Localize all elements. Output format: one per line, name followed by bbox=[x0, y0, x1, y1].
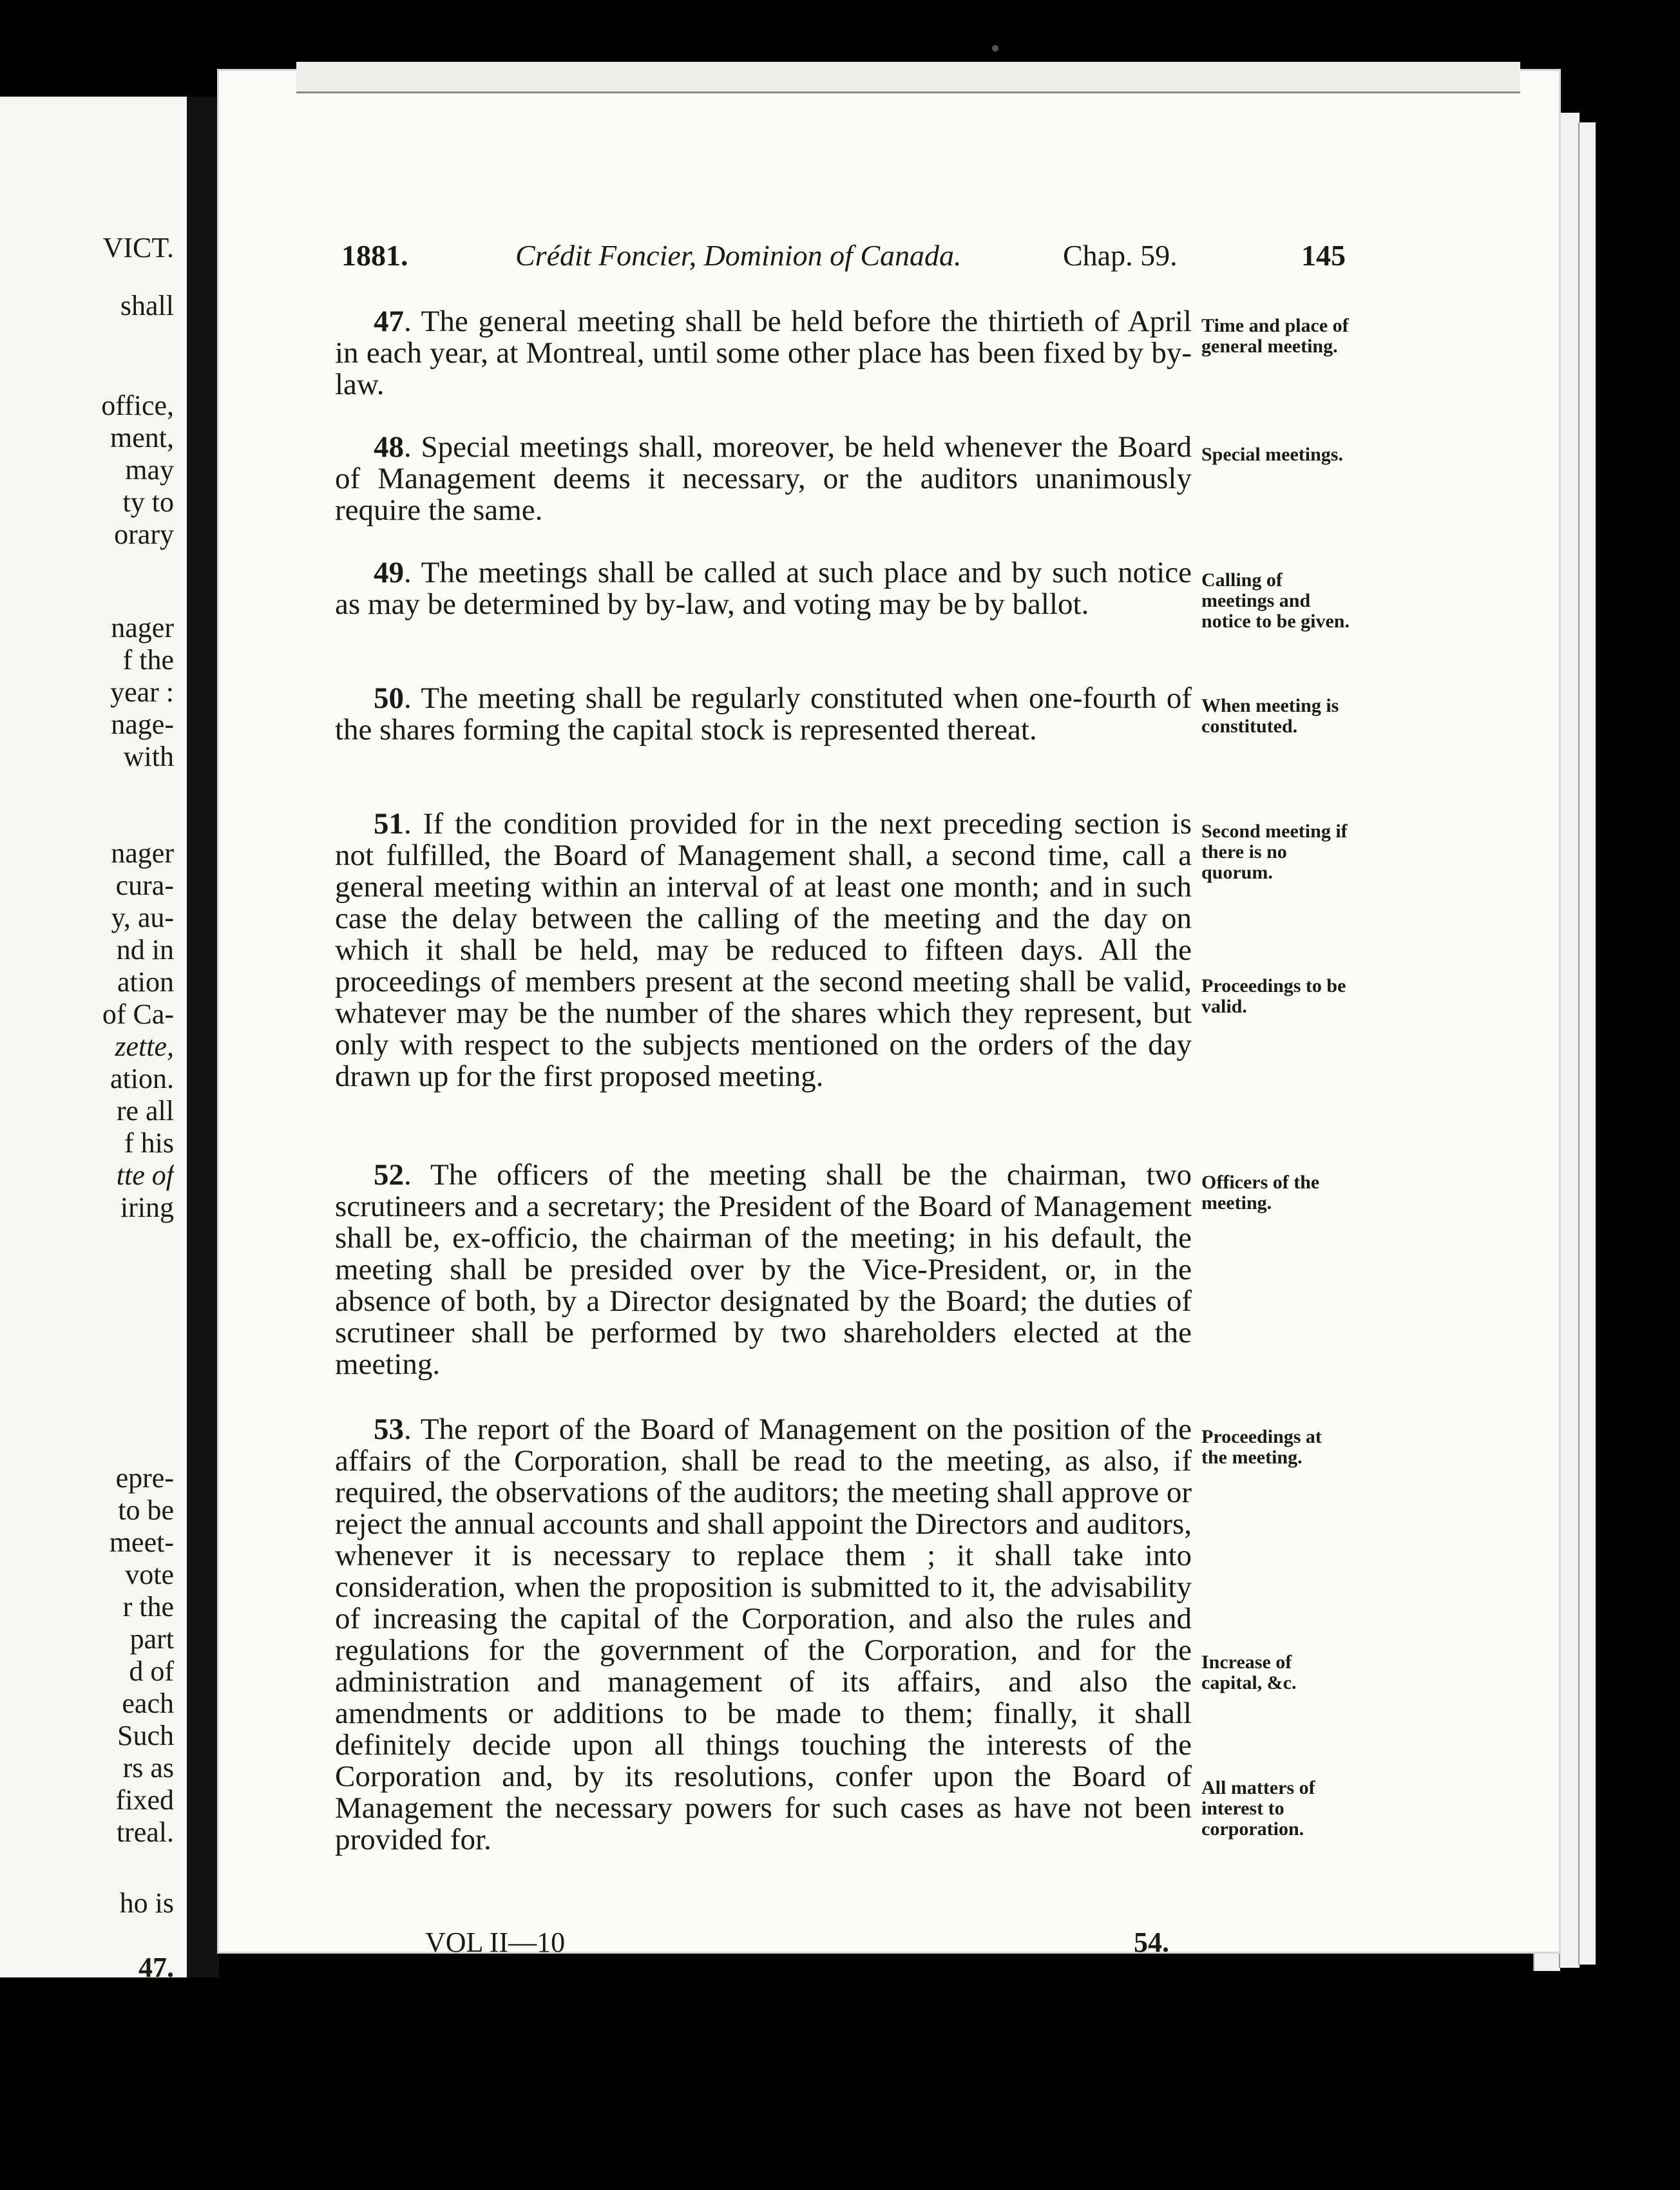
section-53: 53. The report of the Board of Management on the position of the affairs of the Corporation, shall be read to the meeting, as also, if required, the observations of the auditors; the meeting shall approve or reject the annual accounts and shall appoint the Directors and auditors, whenever it is necessary to replace them ; it shall take into consideration, when the proposition is submitted to it, the advisability of increasing the capital of the Corporation, and also the rules and regulations for the government of the Corporation, and for the administration and management of its affairs, and also the amendments or additions to be made to them; finally, it shall definitely decide upon all things touching the interests of the Corporation and, by its resolutions, confer upon the Board of Management the necessary powers for such cases as have not been provided for. bbox=[335, 1413, 1192, 1856]
left-line: ation bbox=[117, 966, 174, 998]
margin-note: Proceedings to be valid. bbox=[1201, 975, 1346, 1017]
left-line: part bbox=[129, 1623, 174, 1655]
section-text: The meeting shall be regularly constituted when one-fourth of the shares forming the capital stock is represented thereat. bbox=[335, 681, 1192, 747]
left-line: to be bbox=[118, 1494, 174, 1526]
page-edge bbox=[1578, 122, 1596, 1965]
left-line: vote bbox=[125, 1559, 174, 1590]
section-number: 50 bbox=[374, 681, 404, 715]
margin-note: All matters of interest to corporation. bbox=[1201, 1777, 1315, 1840]
sheet-signature: 54. bbox=[1134, 1927, 1169, 1958]
facing-page-left bbox=[0, 97, 188, 1983]
speck bbox=[992, 45, 998, 52]
section-number: 48 bbox=[374, 430, 404, 464]
left-line: VICT. bbox=[102, 232, 174, 263]
left-line: meet- bbox=[109, 1527, 174, 1558]
section-49: 49. The meetings shall be called at such place and by such notice as may be determined by by-law, and voting may be by ballot. bbox=[335, 556, 1192, 621]
left-line: nage- bbox=[111, 709, 174, 740]
left-line: of Ca- bbox=[102, 998, 174, 1030]
header-year: 1881. bbox=[341, 239, 408, 272]
left-line: orary bbox=[114, 519, 174, 550]
left-line: office, bbox=[101, 390, 174, 421]
margin-note: Officers of the meeting. bbox=[1201, 1172, 1320, 1214]
left-line: nager bbox=[111, 612, 174, 643]
section-52: 52. The officers of the meeting shall be the chairman, two scrutineers and a secretary; the President of the Board of Management shall be, ex-officio, the chairman of the meeting; in his default, the meeting shall be presided over by the Vice-President, or, in the absence of both, by a Director designated by the Board; the duties of scrutineer shall be performed by two shareholders elected at the meeting. bbox=[335, 1158, 1192, 1381]
left-line: with bbox=[123, 741, 174, 772]
running-head bbox=[341, 238, 1353, 283]
section-50: 50. The meeting shall be regularly constituted when one-fourth of the shares forming the capital stock is represented thereat. bbox=[335, 681, 1192, 747]
left-line: treal. bbox=[116, 1816, 174, 1848]
left-line: each bbox=[122, 1688, 174, 1719]
left-line: nager bbox=[111, 837, 174, 869]
section-number: 52 bbox=[374, 1158, 404, 1192]
left-line: rs as bbox=[122, 1752, 174, 1784]
margin-note: Special meetings. bbox=[1201, 444, 1343, 465]
section-48: 48. Special meetings shall, moreover, be held whenever the Board of Management deems it necessary, or the auditors unanimously require the same. bbox=[335, 430, 1192, 527]
left-line: ty to bbox=[122, 486, 174, 518]
margin-note: Second meeting if there is no quorum. bbox=[1201, 821, 1348, 883]
left-line: zette, bbox=[115, 1031, 174, 1062]
left-line: f his bbox=[124, 1127, 174, 1159]
margin-note: Time and place of general meeting. bbox=[1201, 315, 1349, 357]
section-number: 53 bbox=[374, 1413, 404, 1446]
left-line: ation. bbox=[110, 1063, 174, 1094]
left-line: Such bbox=[117, 1720, 174, 1751]
margin-note: When meeting is constituted. bbox=[1201, 695, 1339, 737]
left-line: 47. bbox=[138, 1952, 174, 1983]
section-text: The general meeting shall be held before the thirtieth of April in each year, at Montreal, until some other place has been fixed by by-law. bbox=[335, 305, 1192, 401]
left-line: shall bbox=[120, 290, 174, 321]
left-line: nd in bbox=[116, 934, 174, 966]
section-text: If the condition provided for in the next preceding section is not fulfilled, the Board of Management shall, a second time, call a general meeting within an interval of at least one month; and in such case the delay between the calling of the meeting and the day on which it shall be held, may be reduced to fifteen days. All the proceedings of members present at the second meeting shall be valid, whatever may be the number of the shares which they represent, but only with respect to the subjects mentioned on the orders of the day drawn up for the first proposed meeting. bbox=[335, 807, 1192, 1093]
left-line: cura- bbox=[115, 870, 174, 901]
margin-note: Increase of capital, &c. bbox=[1201, 1652, 1297, 1693]
section-text: The officers of the meeting shall be the chairman, two scrutineers and a secretary; the President of the Board of Management shall be, ex-officio, the chairman of the meeting; in his default, the meeting shall be presided over by the Vice-President, or, in the absence of both, by a Director designated by the Board; the duties of scrutineer shall be performed by two shareholders elected at the meeting. bbox=[335, 1158, 1192, 1381]
left-line: re all bbox=[116, 1095, 174, 1127]
left-line: iring bbox=[120, 1192, 174, 1223]
header-title: Crédit Foncier, Dominion of Canada. bbox=[515, 239, 962, 272]
left-line: y, au- bbox=[111, 902, 174, 933]
margin-note: Proceedings at the meeting. bbox=[1201, 1426, 1322, 1468]
margin-note: Calling of meetings and notice to be given. bbox=[1201, 569, 1350, 632]
book-gutter bbox=[187, 97, 219, 1977]
left-line: tte of bbox=[116, 1159, 174, 1191]
section-number: 51 bbox=[374, 807, 404, 841]
section-number: 49 bbox=[374, 556, 404, 589]
left-line: ho is bbox=[119, 1887, 174, 1919]
left-line: f the bbox=[122, 644, 174, 676]
left-line: d of bbox=[129, 1655, 174, 1687]
left-line: epre- bbox=[115, 1462, 174, 1494]
volume-signature: VOL II—10 bbox=[425, 1927, 566, 1958]
section-number: 47 bbox=[374, 305, 404, 338]
left-line: ment, bbox=[110, 422, 174, 453]
section-text: The report of the Board of Management on the position of the affairs of the Corporation, shall be read to the meeting, as also, if required, the observations of the auditors; the meeting shall approve or reject the annual accounts and shall appoint the Directors and auditors, whenever it is necessary to replace them ; it shall take into consideration, when the proposition is submitted to it, the advisability of increasing the capital of the Corporation, and also the rules and regulations for the government of the Corporation, and for the administration and management of its affairs, and also the amendments or additions to be made to them; finally, it shall definitely decide upon all things touching the interests of the Corporation and, by its resolutions, confer upon the Board of Management the necessary powers for such cases as have not been provided for. bbox=[335, 1413, 1192, 1856]
header-chapter: Chap. 59. bbox=[1063, 239, 1178, 272]
left-line: year : bbox=[110, 676, 174, 708]
section-51: 51. If the condition provided for in the next preceding section is not fulfilled, the Board of Management shall, a second time, call a general meeting within an interval of at least one month; and in such case the delay between the calling of the meeting and the day on which it shall be held, may be reduced to fifteen days. All the proceedings of members present at the second meeting shall be valid, whatever may be the number of the shares which they represent, but only with respect to the subjects mentioned on the orders of the day drawn up for the first proposed meeting. bbox=[335, 807, 1192, 1093]
left-line: may bbox=[125, 454, 174, 486]
section-text: The meetings shall be called at such place and by such notice as may be determined by by-law, and voting may be by ballot. bbox=[335, 556, 1192, 621]
section-text: Special meetings shall, moreover, be held whenever the Board of Management deems it necessary, or the auditors unanimously require the same. bbox=[335, 430, 1192, 527]
page-edge bbox=[1559, 113, 1580, 1968]
section-47: 47. The general meeting shall be held before the thirtieth of April in each year, at Montreal, until some other place has been fixed by by-law. bbox=[335, 305, 1192, 401]
page-number: 145 bbox=[1301, 239, 1346, 272]
left-line: fixed bbox=[115, 1784, 174, 1816]
left-line: r the bbox=[122, 1591, 174, 1623]
page-top-strip bbox=[296, 62, 1520, 93]
